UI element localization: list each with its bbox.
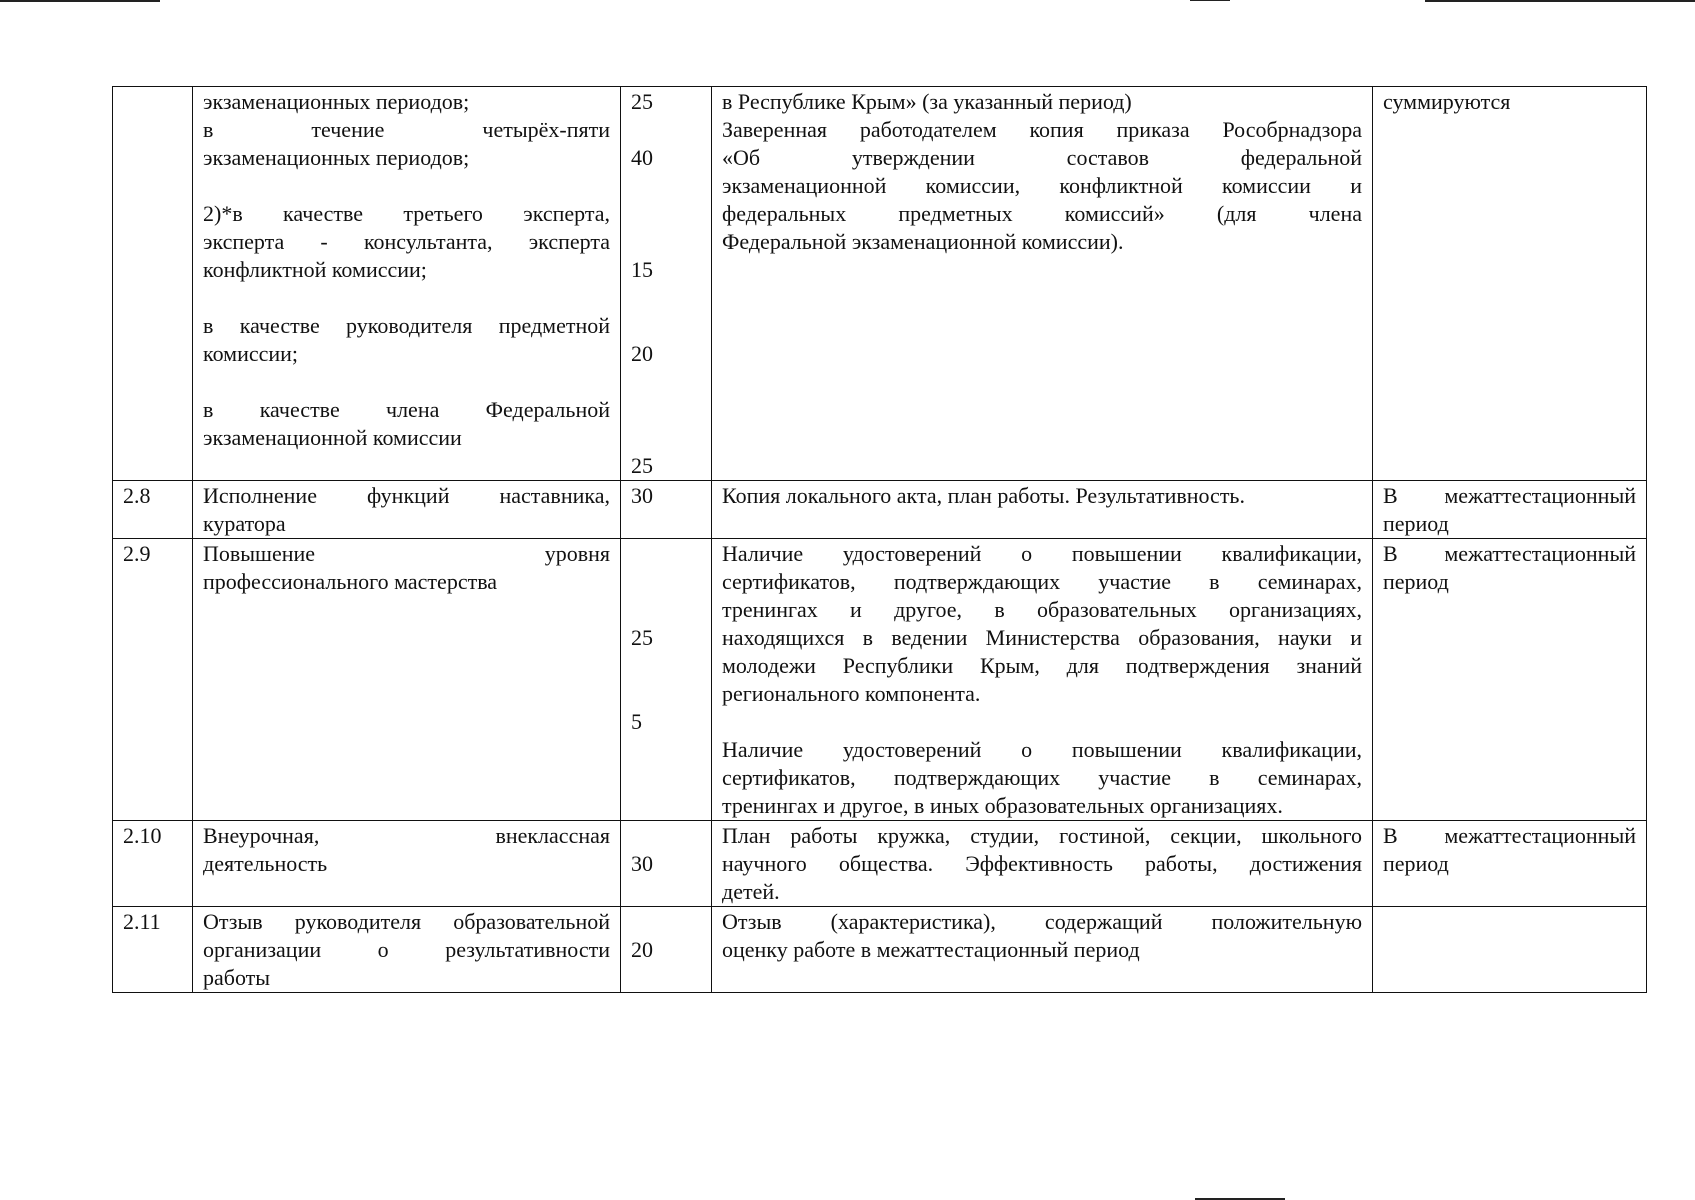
period-line: суммируются — [1383, 89, 1511, 114]
evidence-line: в Республике Крым» (за указанный период) — [722, 89, 1132, 114]
criterion-line: экзаменационных периодов; — [203, 145, 470, 170]
points-cell — [621, 907, 712, 993]
evidence-line: научного общества. Эффективность работы, достижения — [722, 851, 1362, 876]
points-value: 20 — [631, 341, 653, 366]
points-value: 25 — [631, 453, 653, 478]
points-value: 30 — [631, 483, 653, 508]
points-value — [631, 652, 701, 680]
item-number-cell — [113, 539, 193, 821]
table-row — [113, 907, 1647, 993]
points-value — [631, 822, 701, 850]
criterion-cell — [193, 907, 621, 993]
item-number-cell — [113, 87, 193, 481]
points-value — [631, 908, 701, 936]
criterion-line: профессионального мастерства — [203, 569, 498, 594]
points-value — [631, 596, 701, 624]
evidence-line: Федеральной экзаменационной комиссии). — [722, 229, 1124, 254]
evidence-line: Заверенная работодателем копия приказа Рособрнадзора — [722, 117, 1362, 142]
criterion-line: экзаменационных периодов; — [203, 89, 470, 114]
evidence-line: экзаменационной комиссии, конфликтной комиссии и — [722, 173, 1362, 198]
period-cell — [1373, 481, 1647, 539]
period-line: период — [1383, 851, 1449, 876]
evidence-line: Наличие удостоверений о повышении квалификации, — [722, 737, 1362, 762]
period-cell — [1373, 87, 1647, 481]
criterion-line — [203, 172, 610, 200]
points-value: 25 — [631, 625, 653, 650]
evidence-line: Отзыв (характеристика), содержащий положительную — [722, 909, 1362, 934]
criterion-line: 2)*в качестве третьего эксперта, — [203, 201, 610, 226]
points-value: 5 — [631, 709, 642, 734]
points-value — [631, 680, 701, 708]
points-value — [631, 116, 701, 144]
criterion-line: в течение четырёх-пяти — [203, 117, 610, 142]
evidence-line: «Об утверждении составов федеральной — [722, 145, 1362, 170]
period-line: В межаттестационный — [1383, 541, 1636, 566]
table-row — [113, 821, 1647, 907]
period-cell — [1373, 907, 1647, 993]
evidence-line: Наличие удостоверений о повышении квалификации, — [722, 541, 1362, 566]
criterion-cell — [193, 539, 621, 821]
period-cell — [1373, 821, 1647, 907]
points-value: 15 — [631, 257, 653, 282]
criterion-line — [203, 368, 610, 396]
criterion-cell — [193, 481, 621, 539]
criterion-line: в качестве члена Федеральной — [203, 397, 610, 422]
item-number-cell — [113, 821, 193, 907]
period-cell — [1373, 539, 1647, 821]
criterion-line: конфликтной комиссии; — [203, 257, 427, 282]
criterion-line: комиссии; — [203, 341, 299, 366]
period-line: В межаттестационный — [1383, 823, 1636, 848]
period-line: период — [1383, 511, 1449, 536]
criterion-cell — [193, 87, 621, 481]
evidence-line: сертификатов, подтверждающих участие в семинарах, — [722, 765, 1362, 790]
evidence-line — [722, 708, 1362, 736]
criterion-line: эксперта - консультанта, эксперта — [203, 229, 610, 254]
criterion-line: работы — [203, 965, 271, 990]
evidence-line: регионального компонента. — [722, 681, 981, 706]
item-number-cell — [113, 907, 193, 993]
scan-mark-top-right — [1425, 0, 1695, 2]
points-value — [631, 284, 701, 312]
item-number: 2.9 — [123, 541, 151, 566]
criterion-line: деятельность — [203, 851, 328, 876]
evidence-line: Копия локального акта, план работы. Результативность. — [722, 483, 1245, 508]
criterion-line: Исполнение функций наставника, — [203, 483, 610, 508]
evidence-cell — [712, 87, 1373, 481]
criterion-line: в качестве руководителя предметной — [203, 313, 610, 338]
evidence-line: сертификатов, подтверждающих участие в семинарах, — [722, 569, 1362, 594]
evidence-line: молодежи Республики Крым, для подтверждения знаний — [722, 653, 1362, 678]
evidence-cell — [712, 821, 1373, 907]
criterion-line: Повышение уровня — [203, 541, 610, 566]
table-row — [113, 87, 1647, 481]
criterion-line — [203, 284, 610, 312]
evidence-line: оценку работе в межаттестационный период — [722, 937, 1140, 962]
points-value — [631, 540, 701, 568]
table-row — [113, 539, 1647, 821]
points-value — [631, 172, 701, 200]
points-cell — [621, 539, 712, 821]
points-value: 25 — [631, 89, 653, 114]
evidence-line: находящихся в ведении Министерства образования, науки и — [722, 625, 1362, 650]
item-number: 2.11 — [123, 909, 161, 934]
criteria-table — [112, 86, 1647, 993]
evidence-cell — [712, 481, 1373, 539]
scan-mark-top-left — [0, 0, 160, 2]
criterion-line: куратора — [203, 511, 286, 536]
evidence-cell — [712, 907, 1373, 993]
criterion-line: Отзыв руководителя образовательной — [203, 909, 610, 934]
points-value — [631, 424, 701, 452]
points-cell — [621, 481, 712, 539]
period-line: период — [1383, 569, 1449, 594]
points-value — [631, 568, 701, 596]
evidence-line: тренингах и другое, в образовательных организациях, — [722, 597, 1362, 622]
evidence-line: федеральных предметных комиссий» (для члена — [722, 201, 1362, 226]
points-value — [631, 312, 701, 340]
criteria-table-body — [113, 87, 1647, 993]
criterion-cell — [193, 821, 621, 907]
scan-mark-top-center — [1190, 0, 1230, 1]
points-value — [631, 368, 701, 396]
points-value — [631, 396, 701, 424]
criterion-line: организации о результативности — [203, 937, 610, 962]
evidence-line: тренингах и другое, в иных образовательных организациях. — [722, 793, 1283, 818]
criterion-line: Внеурочная, внеклассная — [203, 823, 610, 848]
evidence-cell — [712, 539, 1373, 821]
period-line: В межаттестационный — [1383, 483, 1636, 508]
points-value: 40 — [631, 145, 653, 170]
item-number-cell — [113, 481, 193, 539]
points-cell — [621, 87, 712, 481]
item-number: 2.8 — [123, 483, 151, 508]
points-value — [631, 228, 701, 256]
points-value — [631, 200, 701, 228]
points-cell — [621, 821, 712, 907]
evidence-line: План работы кружка, студии, гостиной, секции, школьного — [722, 823, 1362, 848]
evidence-line: детей. — [722, 879, 780, 904]
criterion-line: экзаменационной комиссии — [203, 425, 462, 450]
item-number: 2.10 — [123, 823, 162, 848]
points-value: 20 — [631, 937, 653, 962]
points-value: 30 — [631, 851, 653, 876]
table-row — [113, 481, 1647, 539]
